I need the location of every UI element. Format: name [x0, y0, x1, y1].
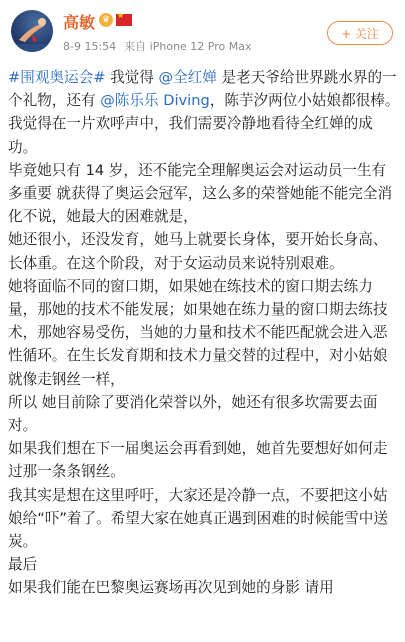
paragraph-1 — [8, 66, 400, 112]
mention-link-chenlele[interactable]: @陈乐乐 Diving — [100, 92, 210, 110]
post-content — [8, 66, 400, 600]
topic-link[interactable]: #围观奥运会# — [8, 69, 106, 86]
paragraph-8: 我其实是想在这里呼吁，大家还是冷静一点，不要把这小姑娘给“吓”着了。希望大家在她真正遇到困难的时候能雪中送炭。 — [8, 486, 388, 551]
post-device: iPhone 12 Pro Max — [149, 40, 252, 53]
crown-badge-icon: ♛ — [99, 13, 113, 27]
avatar[interactable] — [11, 10, 53, 52]
user-name[interactable]: 高敏 — [63, 13, 96, 32]
paragraph-2: 我觉得在一片欢呼声中，我们需要冷静地看待全红婵的成功。 — [8, 115, 373, 156]
follow-button[interactable]: + 关注 — [327, 21, 393, 45]
paragraph-10: 如果我们能在巴黎奥运赛场再次见到她的身影 请用 — [8, 579, 334, 597]
text-segment: ，陈芋汐两位小姑娘都很棒。 — [209, 92, 400, 110]
post-source-prefix: 来自 — [124, 40, 147, 53]
china-flag-icon — [116, 14, 132, 26]
paragraph-6: 所以 她目前除了要消化荣誉以外，她还有很多坎需要去面对。 — [8, 393, 378, 435]
diver-avatar-icon — [11, 10, 53, 52]
paragraph-5: 她将面临不同的窗口期，如果她在练技术的窗口期去练力量，那她的技术不能发展；如果她在练力量的窗口期去练技术，那她容易受伤，当她的力量和技术不能匹配就会进入恶性循环。在生长发育期和技术力量交替的过程中，对小姑娘就像走钢丝一样， — [8, 277, 388, 388]
text-segment: 我觉得 — [105, 69, 154, 86]
text-segment: 是老天爷给世界跳水界的一个礼物，还有 — [8, 69, 397, 110]
paragraph-4: 她还很小，还没发育，她马上就要长身体，要开始长身高、长体重。在这个阶段，对于女运动员来说特别艰难。 — [8, 231, 388, 272]
post-timestamp: 8-9 15:54 — [63, 40, 117, 53]
paragraph-7: 如果我们想在下一届奥运会再看到她，她首先要想好如何走过那一条条钢丝。 — [8, 440, 388, 481]
mention-link-quanhongchan[interactable]: @全红婵 — [158, 69, 217, 86]
user-badges — [99, 13, 132, 27]
paragraph-9: 最后 — [8, 556, 38, 574]
post-meta — [63, 38, 251, 54]
paragraph-3: 毕竟她只有 14 岁，还不能完全理解奥运会对运动员一生有多重要 就获得了奥运会冠军，这么多的荣誉她能不能完全消化不说，她最大的困难就是， — [8, 161, 393, 226]
post-header — [0, 0, 405, 58]
